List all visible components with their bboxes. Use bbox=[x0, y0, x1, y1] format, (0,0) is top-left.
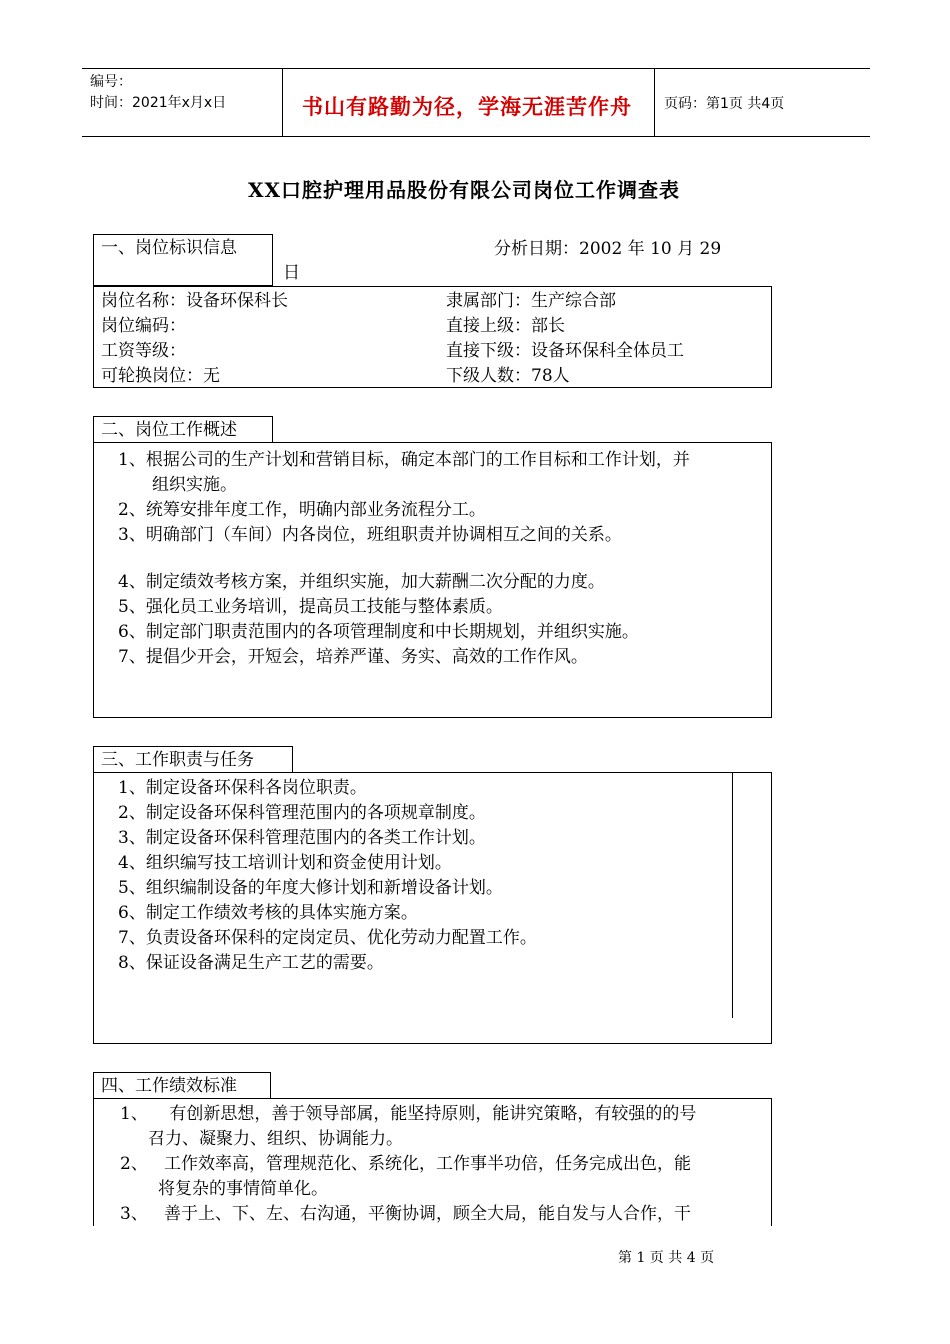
list-item: 3、制定设备环保科管理范围内的各类工作计划。 bbox=[118, 828, 486, 848]
section3-heading: 三、工作职责与任务 bbox=[93, 746, 293, 773]
header-divider-right bbox=[654, 68, 655, 136]
list-item: 召力、凝聚力、组织、协调能力。 bbox=[148, 1129, 403, 1149]
header-top-rule bbox=[82, 68, 870, 69]
header-bottom-rule bbox=[82, 136, 870, 137]
analysis-date: 分析日期：2002 年 10 月 29 bbox=[494, 239, 722, 259]
list-item: 6、制定工作绩效考核的具体实施方案。 bbox=[118, 903, 418, 923]
list-item: 6、制定部门职责范围内的各项管理制度和中长期规划，并组织实施。 bbox=[118, 622, 639, 642]
number-label: 编号： bbox=[90, 74, 132, 90]
motto: 书山有路勤为径，学海无涯苦作舟 bbox=[302, 95, 632, 119]
list-item: 2、统筹安排年度工作，明确内部业务流程分工。 bbox=[118, 500, 486, 520]
direct-subordinates: 直接下级：设备环保科全体员工 bbox=[446, 341, 684, 361]
list-item: 3、明确部门（车间）内各岗位，班组职责并协调相互之间的关系。 bbox=[118, 525, 622, 545]
list-item: 5、强化员工业务培训，提高员工技能与整体素质。 bbox=[118, 597, 503, 617]
list-item: 1、 有创新思想，善于领导部属，能坚持原则，能讲究策略，有较强的的号 bbox=[120, 1104, 697, 1124]
department: 隶属部门：生产综合部 bbox=[446, 291, 616, 311]
list-item: 1、根据公司的生产计划和营销目标，确定本部门的工作目标和工作计划，并 bbox=[118, 450, 690, 470]
header-divider-left bbox=[282, 68, 283, 136]
document-title: XX口腔护理用品股份有限公司岗位工作调查表 bbox=[248, 178, 681, 202]
section2-list bbox=[118, 448, 690, 670]
list-item: 4、制定绩效考核方案，并组织实施，加大薪酬二次分配的力度。 bbox=[118, 572, 605, 592]
list-item: 2、制定设备环保科管理范围内的各项规章制度。 bbox=[118, 803, 486, 823]
header-meta bbox=[90, 72, 226, 114]
list-item: 3、 善于上、下、左、右沟通，平衡协调，顾全大局，能自发与人合作，干 bbox=[120, 1204, 692, 1224]
list-item: 组织实施。 bbox=[152, 475, 237, 495]
list-item: 将复杂的事情简单化。 bbox=[158, 1179, 328, 1199]
list-item: 7、负责设备环保科的定岗定员、优化劳动力配置工作。 bbox=[118, 928, 537, 948]
list-item: 8、保证设备满足生产工艺的需要。 bbox=[118, 953, 384, 973]
section2-heading: 二、岗位工作概述 bbox=[93, 416, 273, 443]
subordinate-count: 下级人数：78人 bbox=[446, 366, 570, 386]
section1-heading: 一、岗位标识信息 bbox=[93, 234, 273, 286]
page-info: 页码：第1页 共4页 bbox=[664, 96, 785, 112]
rotation-position: 可轮换岗位：无 bbox=[101, 366, 220, 386]
section3-list bbox=[118, 776, 537, 976]
list-item: 7、提倡少开会，开短会，培养严谨、务实、高效的工作作风。 bbox=[118, 647, 588, 667]
position-name: 岗位名称：设备环保科长 bbox=[101, 291, 288, 311]
analysis-date-tail: 日 bbox=[283, 263, 300, 283]
position-code: 岗位编码： bbox=[101, 316, 186, 336]
list-item: 4、组织编写技工培训计划和资金使用计划。 bbox=[118, 853, 452, 873]
section4-heading: 四、工作绩效标准 bbox=[93, 1072, 271, 1099]
list-item: 1、制定设备环保科各岗位职责。 bbox=[118, 778, 367, 798]
list-item: 5、组织编制设备的年度大修计划和新增设备计划。 bbox=[118, 878, 503, 898]
direct-superior: 直接上级：部长 bbox=[446, 316, 565, 336]
section3-inner-rule bbox=[732, 772, 733, 1018]
list-item: 2、 工作效率高，管理规范化、系统化，工作事半功倍，任务完成出色，能 bbox=[120, 1154, 692, 1174]
section4-list bbox=[120, 1102, 696, 1227]
page-footer: 第 1 页 共 4 页 bbox=[618, 1250, 715, 1266]
time-label: 时间：2021年x月x日 bbox=[90, 95, 227, 111]
salary-grade: 工资等级： bbox=[101, 341, 186, 361]
